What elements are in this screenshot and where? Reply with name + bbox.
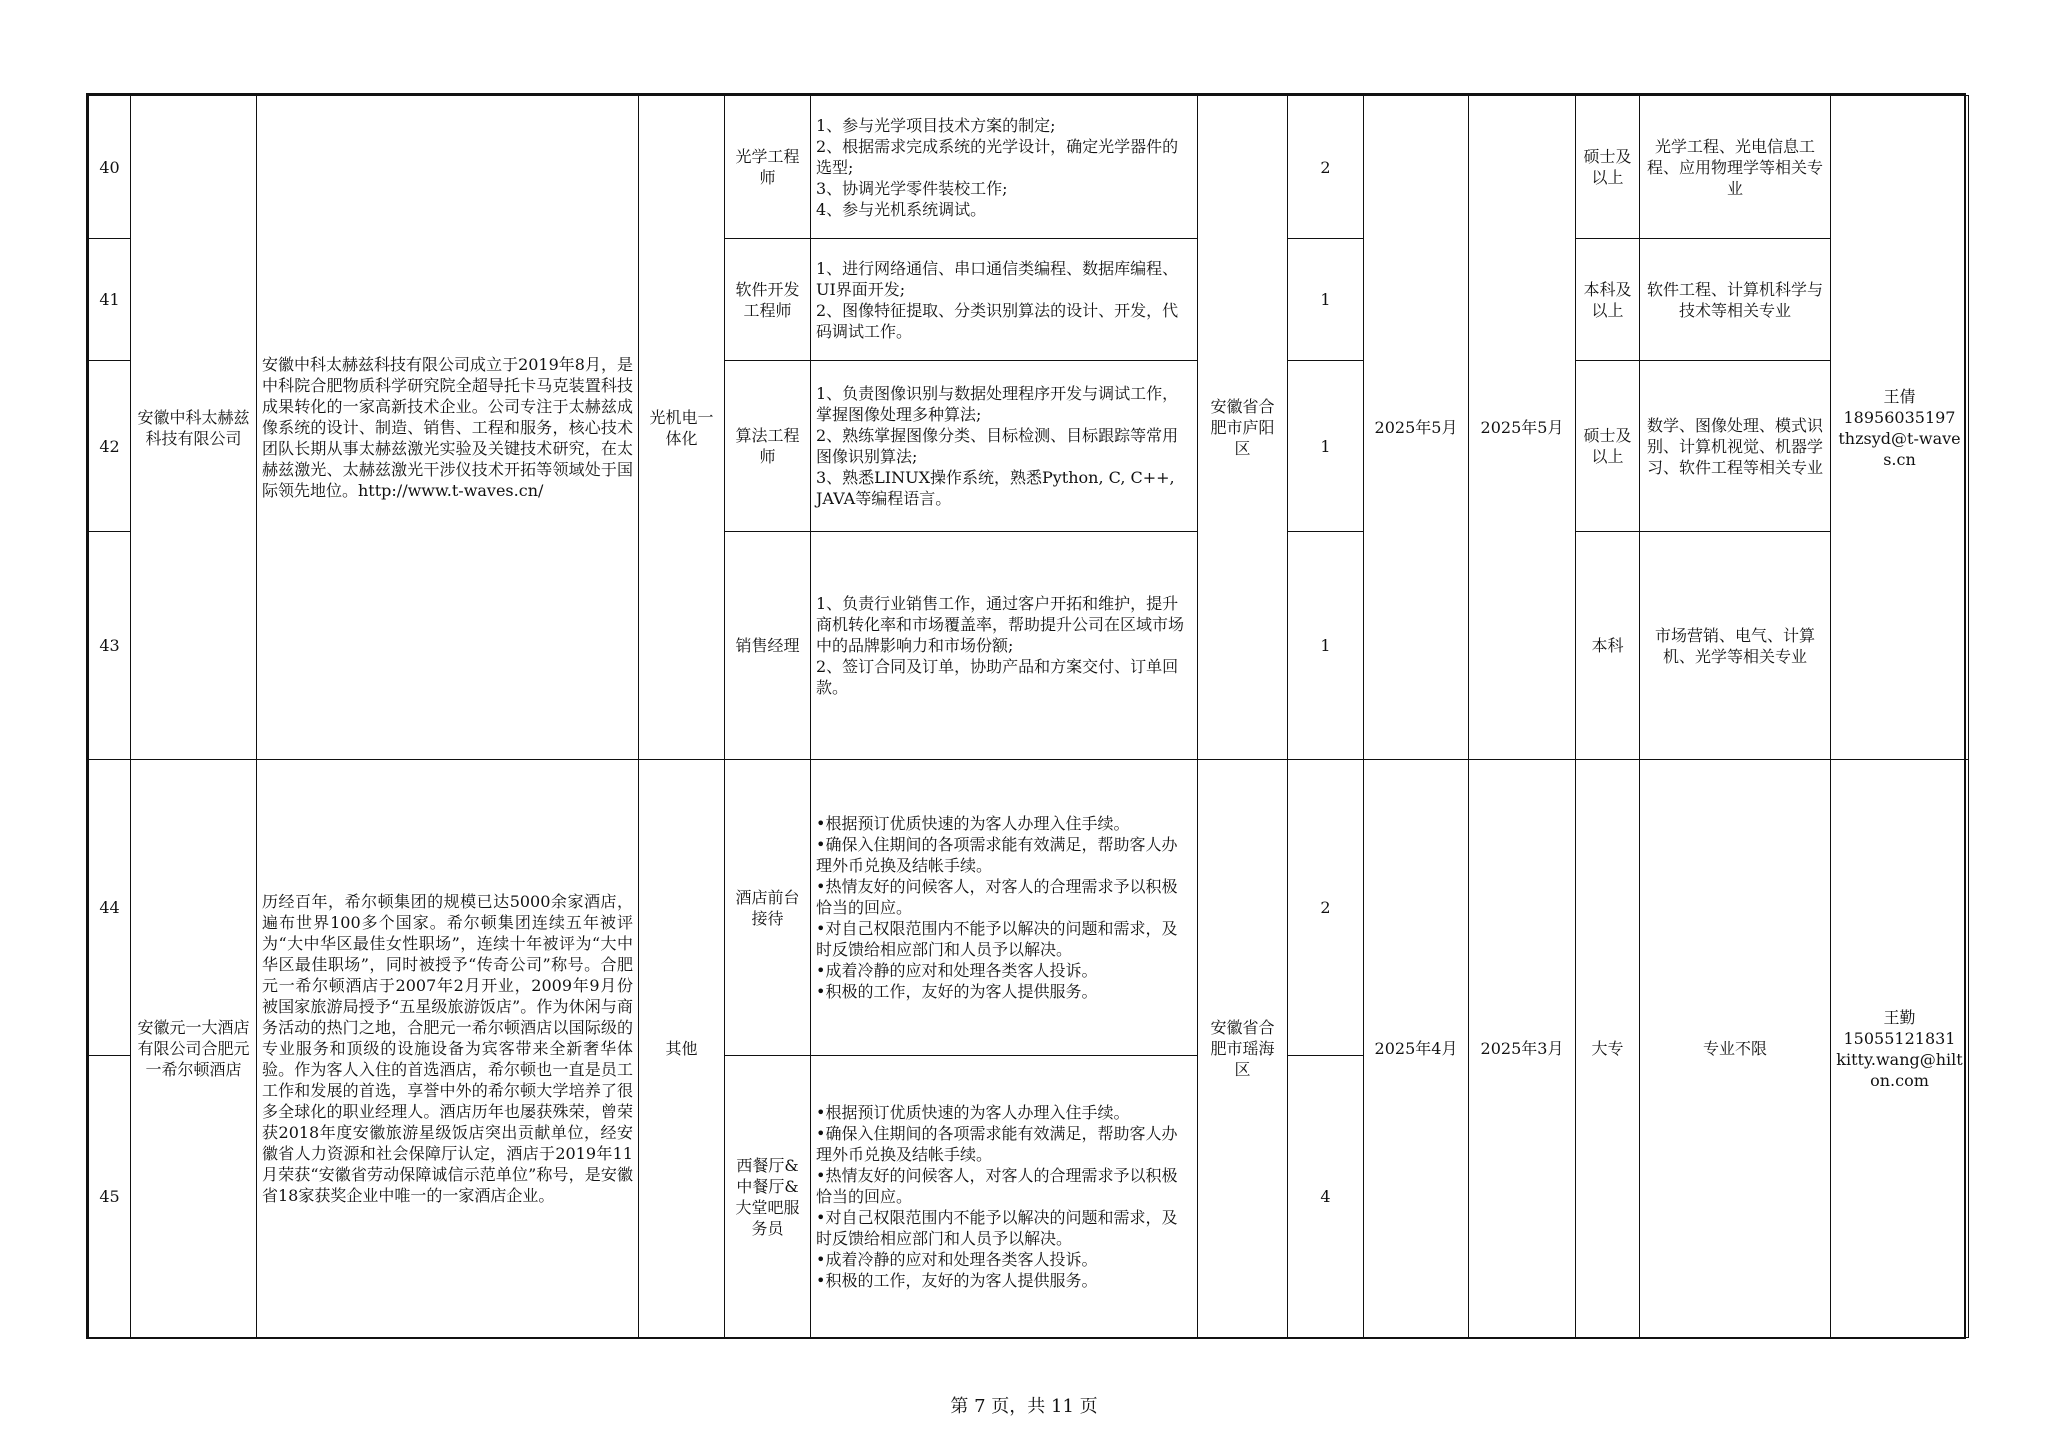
contact-email: kitty.wang@hilton.com — [1836, 1049, 1963, 1090]
duty-line: •确保入住期间的各项需求能有效满足，帮助客人办理外币兑换及结帐手续。 — [816, 1124, 1178, 1164]
contact-phone: 15055121831 — [1843, 1028, 1956, 1048]
duty-line: 1、参与光学项目技术方案的制定; — [816, 115, 1056, 135]
job-duties — [811, 239, 1198, 361]
industry: 光机电一体化 — [639, 96, 725, 760]
education-requirement: 硕士及以上 — [1576, 361, 1640, 532]
duty-line: 2、根据需求完成系统的光学设计，确定光学器件的选型; — [816, 136, 1179, 177]
job-duties — [811, 361, 1198, 532]
contact-phone: 18956035197 — [1843, 407, 1956, 427]
duty-line: •积极的工作，友好的为客人提供服务。 — [816, 982, 1098, 1001]
date-end: 2025年3月 — [1469, 760, 1576, 1338]
hire-count: 2 — [1288, 96, 1364, 239]
row-index: 41 — [89, 239, 131, 361]
duty-line: 1、进行网络通信、串口通信类编程、数据库编程、UI界面开发; — [816, 258, 1179, 299]
position-title: 软件开发工程师 — [725, 239, 811, 361]
duty-line: 3、熟悉LINUX操作系统，熟悉Python, C, C++, JAVA等编程语言。 — [816, 468, 1175, 508]
job-duties — [811, 532, 1198, 760]
job-duties — [811, 1056, 1198, 1338]
duty-line: •根据预订优质快速的为客人办理入住手续。 — [816, 814, 1130, 833]
row-index: 45 — [89, 1056, 131, 1338]
hire-count: 2 — [1288, 760, 1364, 1056]
major-requirement: 光学工程、光电信息工程、应用物理学等相关专业 — [1640, 96, 1831, 239]
duty-line: 4、参与光机系统调试。 — [816, 199, 987, 219]
job-grid — [88, 95, 1969, 1338]
contact-email: thzsyd@t-waves.cn — [1838, 428, 1961, 469]
education-requirement: 硕士及以上 — [1576, 96, 1640, 239]
position-title: 酒店前台接待 — [725, 760, 811, 1056]
position-title: 算法工程师 — [725, 361, 811, 532]
major-requirement: 专业不限 — [1640, 760, 1831, 1338]
row-index: 44 — [89, 760, 131, 1056]
date-start: 2025年4月 — [1364, 760, 1469, 1338]
major-requirement: 数学、图像处理、模式识别、计算机视觉、机器学习、软件工程等相关专业 — [1640, 361, 1831, 532]
hire-count: 1 — [1288, 361, 1364, 532]
duty-line: 2、签订合同及订单，协助产品和方案交付、订单回款。 — [816, 657, 1179, 697]
position-title: 光学工程师 — [725, 96, 811, 239]
duty-line: 1、负责行业销售工作，通过客户开拓和维护，提升商机转化率和市场覆盖率，帮助提升公司在区域市场中的品牌影响力和市场份额; — [816, 594, 1185, 655]
company-description: 历经百年，希尔顿集团的规模已达5000余家酒店，遍布世界100多个国家。希尔顿集团连续五年被评为“大中华区最佳女性职场”，连续十年被评为“大中华区最佳职场”，同时被授予“传奇公司”称号。合肥元一希尔顿酒店于2007年2月开业，2009年9月份被国家旅游局授予“五星级旅游饭店”。作为休闲与商务活动的热门之地，合肥元一希尔顿酒店以国际级的专业服务和顶级的设施设备为宾客带来全新奢华体验。作为客人入住的首选酒店，希尔顿也一直是员工工作和发展的首选，享誉中外的希尔顿大学培养了很多全球化的职业经理人。酒店历年也屡获殊荣，曾荣获2018年度安徽旅游星级饭店突出贡献单位，经安徽省人力资源和社会保障厅认定，酒店于2019年11月荣获“安徽省劳动保障诚信示范单位”称号，是安徽省18家获奖企业中唯一的一家酒店企业。 — [257, 760, 639, 1338]
education-requirement: 本科及以上 — [1576, 239, 1640, 361]
table-row — [89, 760, 1969, 1056]
contact-info — [1831, 96, 1969, 760]
duty-line: •热情友好的问候客人，对客人的合理需求予以积极恰当的回应。 — [816, 1166, 1178, 1206]
duty-line: 1、负责图像识别与数据处理程序开发与调试工作，掌握图像处理多种算法; — [816, 384, 1179, 424]
date-end: 2025年5月 — [1469, 96, 1576, 760]
page-number: 第 7 页，共 11 页 — [950, 1396, 1098, 1417]
industry: 其他 — [639, 760, 725, 1338]
duty-line: 3、协调光学零件装校工作; — [816, 178, 1008, 198]
hire-count: 1 — [1288, 532, 1364, 760]
company-name: 安徽元一大酒店有限公司合肥元一希尔顿酒店 — [131, 760, 257, 1338]
row-index: 40 — [89, 96, 131, 239]
contact-name: 王勤 — [1883, 1007, 1916, 1027]
row-index: 42 — [89, 361, 131, 532]
position-title: 西餐厅&中餐厅&大堂吧服务员 — [725, 1056, 811, 1338]
education-requirement: 本科 — [1576, 532, 1640, 760]
job-duties — [811, 96, 1198, 239]
major-requirement: 市场营销、电气、计算机、光学等相关专业 — [1640, 532, 1831, 760]
duty-line: •确保入住期间的各项需求能有效满足，帮助客人办理外币兑换及结帐手续。 — [816, 835, 1178, 875]
education-requirement: 大专 — [1576, 760, 1640, 1338]
company-description: 安徽中科太赫兹科技有限公司成立于2019年8月，是中科院合肥物质科学研究院全超导托卡马克装置科技成果转化的一家高新技术企业。公司专注于太赫兹成像系统的设计、制造、销售、工程和服务，核心技术团队长期从事太赫兹激光实验及关键技术研究，在太赫兹激光、太赫兹激光干涉仪技术开拓等领域处于国际领先地位。http://www.t-waves.cn/ — [257, 96, 639, 760]
job-table — [86, 93, 1966, 1339]
duty-line: •对自己权限范围内不能予以解决的问题和需求，及时反馈给相应部门和人员予以解决。 — [816, 1208, 1178, 1248]
duty-line: 2、熟练掌握图像分类、目标检测、目标跟踪等常用图像识别算法; — [816, 426, 1179, 466]
duty-line: •对自己权限范围内不能予以解决的问题和需求，及时反馈给相应部门和人员予以解决。 — [816, 919, 1178, 959]
duty-line: •积极的工作，友好的为客人提供服务。 — [816, 1271, 1098, 1290]
major-requirement: 软件工程、计算机科学与技术等相关专业 — [1640, 239, 1831, 361]
table-row — [89, 96, 1969, 239]
duty-line: •根据预订优质快速的为客人办理入住手续。 — [816, 1103, 1130, 1122]
company-name: 安徽中科太赫兹科技有限公司 — [131, 96, 257, 760]
work-location: 安徽省合肥市瑶海区 — [1198, 760, 1288, 1338]
row-index: 43 — [89, 532, 131, 760]
contact-info — [1831, 760, 1969, 1338]
duty-line: •成着冷静的应对和处理各类客人投诉。 — [816, 961, 1098, 980]
work-location: 安徽省合肥市庐阳区 — [1198, 96, 1288, 760]
date-start: 2025年5月 — [1364, 96, 1469, 760]
contact-name: 王倩 — [1883, 386, 1916, 406]
duty-line: •成着冷静的应对和处理各类客人投诉。 — [816, 1250, 1098, 1269]
hire-count: 1 — [1288, 239, 1364, 361]
duty-line: •热情友好的问候客人，对客人的合理需求予以积极恰当的回应。 — [816, 877, 1178, 917]
position-title: 销售经理 — [725, 532, 811, 760]
duty-line: 2、图像特征提取、分类识别算法的设计、开发，代码调试工作。 — [816, 300, 1179, 341]
job-duties — [811, 760, 1198, 1056]
hire-count: 4 — [1288, 1056, 1364, 1338]
